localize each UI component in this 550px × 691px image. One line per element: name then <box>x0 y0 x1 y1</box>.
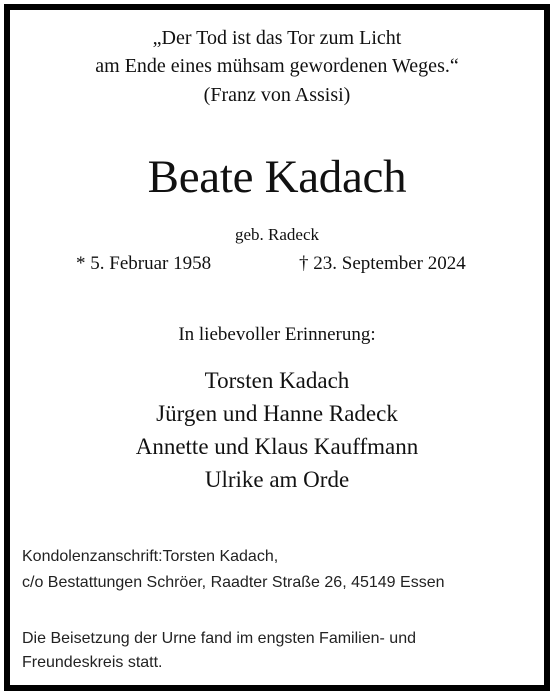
burial-notice-line-2: Freundeskreis statt. <box>22 654 163 671</box>
burial-notice-line-1: Die Beisetzung der Urne fand im engsten Familien- und <box>22 630 416 647</box>
born-name: geb. Radeck <box>234 225 320 244</box>
obituary-content <box>10 10 544 685</box>
condolence-address-line-1: Kondolenzanschrift:Torsten Kadach, <box>22 548 279 565</box>
mourner-name: Ulrike am Orde <box>204 467 350 492</box>
mourner-name: Torsten Kadach <box>204 368 350 393</box>
condolence-address-line-2: c/o Bestattungen Schröer, Raadter Straße 26, 45149 Essen <box>22 574 445 591</box>
quote-attribution: (Franz von Assisi) <box>203 84 351 106</box>
quote-line-1: „Der Tod ist das Tor zum Licht <box>152 27 402 49</box>
obituary-border <box>4 4 550 691</box>
birth-date: * 5. Februar 1958 <box>76 253 212 274</box>
quote-line-2: am Ende eines mühsam gewordenen Weges.“ <box>95 55 459 77</box>
remembrance-intro: In liebevoller Erinnerung: <box>178 324 376 345</box>
mourner-name: Jürgen und Hanne Radeck <box>156 401 398 426</box>
deceased-name: Beate Kadach <box>147 151 407 203</box>
death-date: † 23. September 2024 <box>299 253 466 274</box>
mourner-name: Annette und Klaus Kauffmann <box>135 434 419 459</box>
